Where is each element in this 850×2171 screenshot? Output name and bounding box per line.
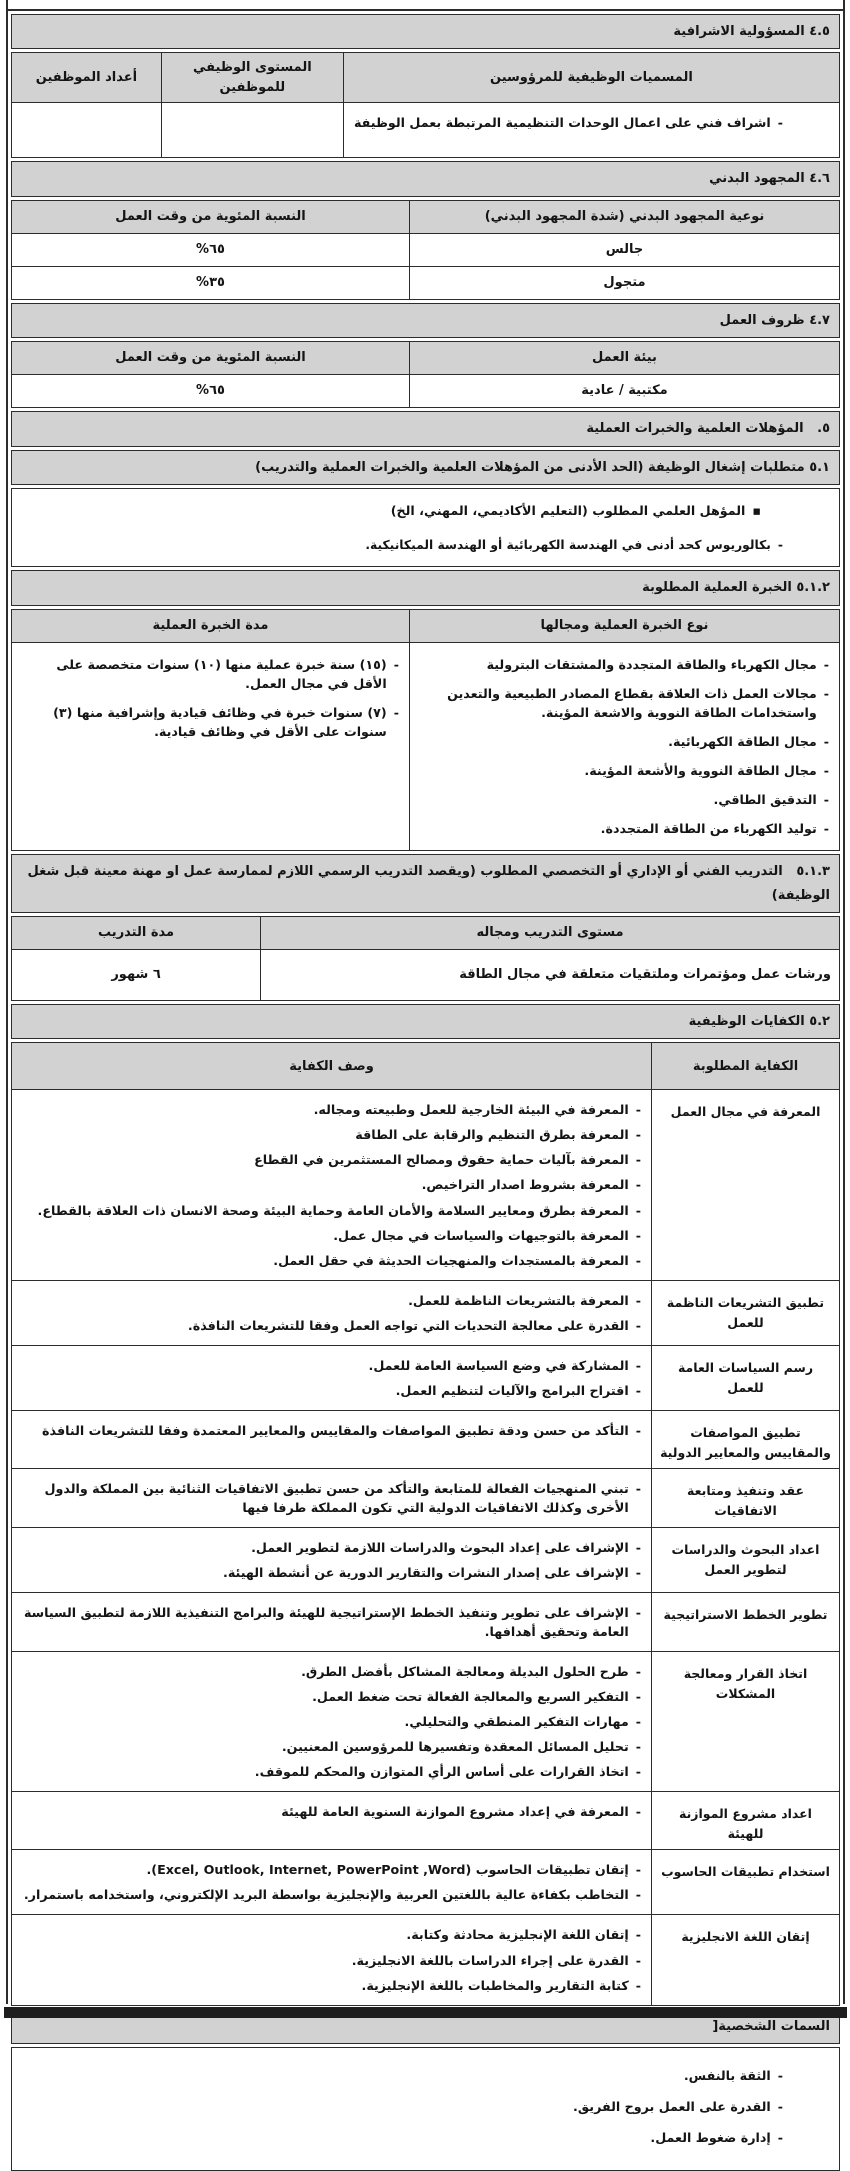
- list-item: [354, 110, 829, 135]
- dash-bullet-icon: -: [635, 1357, 641, 1373]
- physical-effort-table: [11, 200, 840, 300]
- list-item: [22, 1759, 641, 1784]
- list-item-text: الثقة بالنفس.: [683, 2067, 771, 2083]
- dash-bullet-icon: -: [393, 656, 399, 672]
- list-item: [22, 1476, 641, 1520]
- list-item: [22, 1353, 641, 1378]
- list-item: [22, 1288, 641, 1313]
- dash-bullet-icon: -: [635, 1927, 641, 1943]
- list-item: [22, 1659, 641, 1684]
- list-item-text: المعرفة بالتوجيهات والسياسات في مجال عمل.: [333, 1227, 629, 1243]
- list-item-text: مجال الطاقة النووية والأشعة المؤينة.: [584, 763, 817, 779]
- competency-row: [12, 1280, 839, 1345]
- training-table: [11, 916, 840, 1001]
- percentage-cell: ٦٥%: [196, 383, 225, 399]
- header-experience-duration: مدة الخبرة العملية: [12, 610, 409, 642]
- table-row: [12, 233, 839, 266]
- list-item: [22, 1223, 641, 1248]
- list-item-text: اشراف فني على اعمال الوحدات التنظيمية المرتبطة بعمل الوظيفة: [353, 115, 771, 131]
- list-item-text: المعرفة بالمستجدات والمنهجيات الحديثة في حقل العمل.: [273, 1252, 629, 1268]
- dash-bullet-icon: -: [635, 1292, 641, 1308]
- dash-bullet-icon: -: [823, 763, 829, 779]
- list-item-text: الإشراف على إصدار النشرات والتقارير الدورية عن أنشطة الهيئة.: [223, 1564, 629, 1580]
- list-item-text: الإشراف على إعداد البحوث والدراسات اللازمة لتطوير العمل.: [251, 1539, 629, 1555]
- list-item: [22, 2091, 829, 2122]
- list-item: [22, 1857, 641, 1882]
- list-item-text: التفكير السريع والمعالجة الفعالة تحت ضغط العمل.: [312, 1689, 629, 1705]
- list-item-text: القدرة على معالجة التحديات التي تواجه العمل وفقا للتشريعات النافذة.: [187, 1317, 629, 1333]
- dash-bullet-icon: -: [823, 656, 829, 672]
- competency-description-cell: [12, 1915, 651, 2004]
- list-item-text: إتقان تطبيقات الحاسوب (Excel, Outlook, Internet, PowerPoint ,Word).: [146, 1862, 629, 1878]
- competency-description-cell: [12, 1281, 651, 1345]
- dash-bullet-icon: -: [777, 2130, 783, 2146]
- list-item: [420, 756, 829, 785]
- list-item: [22, 1600, 641, 1644]
- competency-description-cell: [12, 1652, 651, 1791]
- table-row: [12, 949, 839, 1000]
- list-item: [420, 814, 829, 843]
- list-item-text: تحليل المسائل المعقدة وتفسيرها للمرؤوسين المعنيين.: [281, 1739, 629, 1755]
- competency-description-cell: [12, 1792, 651, 1849]
- header-required-competency: الكفاية المطلوبة: [651, 1043, 839, 1089]
- competency-row: [12, 1345, 839, 1410]
- list-item-text: القدرة على العمل بروح الفريق.: [573, 2099, 771, 2115]
- competency-row: [12, 1089, 839, 1279]
- dash-bullet-icon: -: [635, 1127, 641, 1143]
- competency-description-cell: [12, 1593, 651, 1651]
- section-header-qualifications: ٥. المؤهلات العلمية والخبرات العملية: [11, 411, 840, 446]
- dash-bullet-icon: -: [635, 1664, 641, 1680]
- dash-bullet-icon: -: [823, 821, 829, 837]
- header-employee-count: أعداد الموظفين: [12, 53, 161, 102]
- list-item-text: المعرفة بآليات حماية حقوق ومصالح المستثمرين في القطاع: [254, 1152, 629, 1168]
- dash-bullet-icon: -: [635, 1102, 641, 1118]
- list-item: [22, 1172, 641, 1197]
- page-frame: [6, 0, 845, 2146]
- dash-bullet-icon: -: [635, 1887, 641, 1903]
- list-item: [22, 1378, 641, 1403]
- list-item-text: الإشراف على تطوير وتنفيذ الخطط الإستراتيجية للهيئة والبرامج التنفيذية اللازمة لتطبيق السياسة العامة وتحقيق أهدافها.: [23, 1605, 629, 1640]
- list-item-text: المعرفة في البيئة الخارجية للعمل وطبيعته ومجاله.: [313, 1102, 629, 1118]
- square-bullet-icon: ▪: [752, 502, 761, 518]
- competency-description-cell: [12, 1469, 651, 1527]
- list-item-text: طرح الحلول البديلة ومعالجة المشاكل بأفضل الطرق.: [301, 1664, 629, 1680]
- dash-bullet-icon: -: [635, 1862, 641, 1878]
- dash-bullet-icon: -: [635, 1422, 641, 1438]
- list-item: [22, 2122, 829, 2153]
- bottom-black-bar: [4, 2007, 847, 2018]
- list-item: [22, 698, 399, 746]
- table-header-row: [12, 1043, 839, 1089]
- list-item-text: مجال الكهرباء والطاقة المتجددة والمشتقات البترولية: [486, 656, 817, 672]
- dash-bullet-icon: -: [635, 1605, 641, 1621]
- dash-bullet-icon: -: [635, 1952, 641, 1968]
- academic-qualification-block: [11, 488, 840, 567]
- percentage-cell: ٣٥%: [196, 275, 225, 291]
- dash-bullet-icon: -: [635, 1480, 641, 1496]
- competency-name: اعداد البحوث والدراسات لتطوير العمل: [651, 1528, 839, 1592]
- list-item-text: إدارة ضغوط العمل.: [650, 2130, 771, 2146]
- list-item-text: التخاطب بكفاءة عالية باللغتين العربية والإنجليزية بواسطة البريد الإلكتروني، واستخدامه باستمرار.: [23, 1887, 629, 1903]
- list-item-text: اتخاذ القرارات على أساس الرأي المتوازن والمحكم للموقف.: [254, 1764, 629, 1780]
- list-item: [22, 1198, 641, 1223]
- competency-row: [12, 1410, 839, 1468]
- list-item: [22, 1734, 641, 1759]
- competency-description-cell: [12, 1528, 651, 1592]
- list-item: [22, 1313, 641, 1338]
- list-item: [22, 650, 399, 698]
- effort-type-cell: متجول: [409, 267, 839, 299]
- section-header-work-conditions: ٤.٧ ظروف العمل: [11, 303, 840, 338]
- list-item-text: تبني المنهجيات الفعالة للمتابعة والتأكد من حسن تطبيق الاتفاقيات الثنائية بين المملكة والدول الأخرى وكذلك الاتفاقيات الدولية التي تكون المملكة طرفا فيها: [44, 1480, 629, 1515]
- training-level-cell: ورشات عمل ومؤتمرات وملتقيات متعلقة في مجال الطاقة: [260, 950, 839, 1000]
- competency-row: [12, 1592, 839, 1651]
- competency-description-cell: [12, 1090, 651, 1279]
- list-item-text: (٧) سنوات خبرة في وظائف قيادية وإشرافية منها (٣) سنوات على الأقل في وظائف قيادية.: [53, 704, 387, 739]
- competency-row: [12, 1914, 839, 2004]
- list-item-text: توليد الكهرباء من الطاقة المتجددة.: [600, 821, 817, 837]
- list-item-text: اقتراح البرامج والآليات لتنظيم العمل.: [395, 1382, 629, 1398]
- dash-bullet-icon: -: [823, 685, 829, 701]
- list-item-text: التدقيق الطاقي.: [713, 792, 817, 808]
- list-item-text: مهارات التفكير المنطقي والتحليلي.: [404, 1714, 629, 1730]
- list-item-text: (١٥) سنة خبرة عملية منها (١٠) سنوات متخصصة على الأقل في مجال العمل.: [56, 656, 387, 691]
- qualification-value-line: [22, 533, 829, 557]
- employee-level-cell: [161, 103, 343, 157]
- list-item: [22, 1248, 641, 1273]
- list-item-text: مجال الطاقة الكهربائية.: [668, 733, 817, 749]
- header-training-level: مستوى التدريب ومجاله: [260, 917, 839, 949]
- competency-name: تطبيق المواصفات والمقاييس والمعايير الدولية: [651, 1411, 839, 1468]
- list-item-text: كتابة التقارير والمخاطبات باللغة الإنجليزية.: [361, 1977, 629, 1993]
- table-header-row: [12, 610, 839, 642]
- dash-bullet-icon: -: [777, 2067, 783, 2083]
- competency-row: [12, 1527, 839, 1592]
- dash-bullet-icon: -: [635, 1804, 641, 1820]
- dash-bullet-icon: -: [635, 1152, 641, 1168]
- list-item-text: المعرفة بشروط اصدار التراخيص.: [421, 1177, 629, 1193]
- list-item-text: المعرفة بطرق ومعايير السلامة والأمان العامة وحماية البيئة وصحة الانسان ذات العلاقة بالقطاع.: [37, 1202, 629, 1218]
- experience-types-cell: [409, 643, 839, 850]
- section-header-physical-effort: ٤.٦ المجهود البدني: [11, 161, 840, 196]
- table-row: [12, 102, 839, 157]
- dash-bullet-icon: -: [823, 733, 829, 749]
- dash-bullet-icon: -: [635, 1539, 641, 1555]
- competency-row: [12, 1651, 839, 1791]
- competency-description-cell: [12, 1850, 651, 1914]
- dash-bullet-icon: -: [777, 115, 783, 131]
- competency-name: عقد وتنفيذ ومتابعة الاتفاقيات: [651, 1469, 839, 1527]
- list-item: [22, 1922, 641, 1947]
- table-row: [12, 374, 839, 407]
- section-header-supervisory-responsibility: ٤.٥ المسؤولية الاشرافية: [11, 14, 840, 49]
- table-header-row: [12, 342, 839, 374]
- section-header-competencies: ٥.٢ الكفايات الوظيفية: [11, 1004, 840, 1039]
- table-header-row: [12, 53, 839, 102]
- dash-bullet-icon: -: [635, 1202, 641, 1218]
- header-competency-description: وصف الكفاية: [12, 1043, 651, 1089]
- employee-count-cell: [12, 103, 161, 157]
- header-employee-level: المستوى الوظيفي للموظفين: [161, 53, 343, 102]
- dash-bullet-icon: -: [635, 1564, 641, 1580]
- competency-name: اتخاذ القرار ومعالجة المشكلات: [651, 1652, 839, 1791]
- section-header-required-training: ٥.١.٣ التدريب الفني أو الإداري أو التخصصي المطلوب (ويقصد التدريب الرسمي اللازم لممارسة عمل او مهنة معينة قبل شغل الوظيفة): [11, 854, 840, 913]
- header-subordinate-titles: المسميات الوظيفية للمرؤوسين: [343, 53, 839, 102]
- competency-row: [12, 1468, 839, 1527]
- previous-table-remnant: [8, 0, 843, 11]
- dash-bullet-icon: -: [393, 704, 399, 720]
- header-work-environment: بيئة العمل: [409, 342, 839, 374]
- work-conditions-table: [11, 341, 840, 408]
- percentage-cell: ٦٥%: [196, 242, 225, 258]
- list-item-text: مجالات العمل ذات العلاقة بقطاع المصادر الطبيعية والتعدين واستخدامات الطاقة النووية والاشعة المؤينة.: [447, 685, 817, 720]
- list-item: [22, 1560, 641, 1585]
- dash-bullet-icon: -: [635, 1764, 641, 1780]
- competency-name: اعداد مشروع الموازنة للهيئة: [651, 1792, 839, 1849]
- section-header-required-experience: ٥.١.٢ الخبرة العملية المطلوبة: [11, 570, 840, 605]
- dash-bullet-icon: -: [635, 1977, 641, 1993]
- list-item: [22, 1418, 641, 1443]
- table-header-row: [12, 917, 839, 949]
- dash-bullet-icon: -: [635, 1689, 641, 1705]
- dash-bullet-icon: -: [635, 1382, 641, 1398]
- header-time-percentage: النسبة المئوية من وقت العمل: [12, 342, 409, 374]
- list-item: [22, 1097, 641, 1122]
- list-item: [22, 1709, 641, 1734]
- dash-bullet-icon: -: [635, 1252, 641, 1268]
- competencies-table: [11, 1042, 840, 2005]
- competency-row: [12, 1849, 839, 1914]
- competency-name: إتقان اللغة الانجليزية: [651, 1915, 839, 2004]
- qualification-value: بكالوريوس كحد أدنى في الهندسة الكهربائية أو الهندسة الميكانيكية.: [365, 538, 771, 552]
- dash-bullet-icon: -: [635, 1739, 641, 1755]
- list-item: [22, 1535, 641, 1560]
- dash-bullet-icon: -: [635, 1227, 641, 1243]
- list-item: [22, 1799, 641, 1824]
- list-item: [420, 679, 829, 727]
- header-time-percentage: النسبة المئوية من وقت العمل: [12, 201, 409, 233]
- section-header-job-requirements: ٥.١ متطلبات إشغال الوظيفة (الحد الأدنى من المؤهلات العلمية والخبرات العملية والتدريب): [11, 450, 840, 485]
- experience-table: [11, 609, 840, 851]
- personal-traits-block: [11, 2047, 840, 2171]
- list-item: [22, 1684, 641, 1709]
- environment-cell: مكتبية / عادية: [409, 375, 839, 407]
- competency-name: تطبيق التشريعات الناظمة للعمل: [651, 1281, 839, 1345]
- experience-durations-cell: [12, 643, 409, 850]
- list-item-text: المعرفة بطرق التنظيم والرقابة على الطاقة: [355, 1127, 629, 1143]
- dash-bullet-icon: -: [635, 1177, 641, 1193]
- competency-description-cell: [12, 1411, 651, 1468]
- dash-bullet-icon: -: [635, 1714, 641, 1730]
- supervisory-table: [11, 52, 840, 158]
- list-item: [420, 727, 829, 756]
- effort-type-cell: جالس: [409, 234, 839, 266]
- qualification-label-line: [22, 498, 829, 523]
- table-row: [12, 266, 839, 299]
- competency-name: تطوير الخطط الاستراتيجية: [651, 1593, 839, 1651]
- table-header-row: [12, 201, 839, 233]
- qualification-label: المؤهل العلمي المطلوب (التعليم الأكاديمي، المهني، الخ): [390, 502, 746, 518]
- list-item: [420, 785, 829, 814]
- list-item-text: التأكد من حسن ودقة تطبيق المواصفات والمقاييس والمعايير المعتمدة وفقا للتشريعات النافذة: [42, 1422, 629, 1438]
- dash-bullet-icon: -: [777, 538, 783, 552]
- list-item: [22, 1122, 641, 1147]
- list-item-text: المعرفة بالتشريعات الناظمة للعمل.: [408, 1292, 629, 1308]
- list-item-text: المعرفة في إعداد مشروع الموازنة السنوية العامة للهيئة: [281, 1804, 629, 1820]
- training-duration-cell: ٦ شهور: [111, 967, 161, 983]
- competency-name: رسم السياسات العامة للعمل: [651, 1346, 839, 1410]
- competency-description-cell: [12, 1346, 651, 1410]
- list-item-text: إتقان اللغة الإنجليزية محادثة وكتابة.: [406, 1927, 629, 1943]
- dash-bullet-icon: -: [823, 792, 829, 808]
- list-item: [420, 650, 829, 679]
- competency-name: استخدام تطبيقات الحاسوب: [651, 1850, 839, 1914]
- dash-bullet-icon: -: [777, 2099, 783, 2115]
- list-item: [22, 1147, 641, 1172]
- dash-bullet-icon: -: [635, 1317, 641, 1333]
- header-training-duration: مدة التدريب: [12, 917, 260, 949]
- competency-name: المعرفة في مجال العمل: [651, 1090, 839, 1279]
- competency-row: [12, 1791, 839, 1849]
- list-item: [22, 1973, 641, 1998]
- list-item: [22, 1948, 641, 1973]
- table-row: [12, 642, 839, 850]
- header-experience-type: نوع الخبرة العملية ومجالها: [409, 610, 839, 642]
- header-effort-type: نوعية المجهود البدني (شدة المجهود البدني): [409, 201, 839, 233]
- list-item-text: القدرة على إجراء الدراسات باللغة الانجليزية.: [351, 1952, 629, 1968]
- list-item-text: المشاركة في وضع السياسة العامة للعمل.: [368, 1357, 629, 1373]
- section-header-personal-traits: السمات الشخصية[: [11, 2009, 840, 2044]
- list-item: [22, 2060, 829, 2091]
- subordinate-titles-cell: [343, 103, 839, 157]
- list-item: [22, 1882, 641, 1907]
